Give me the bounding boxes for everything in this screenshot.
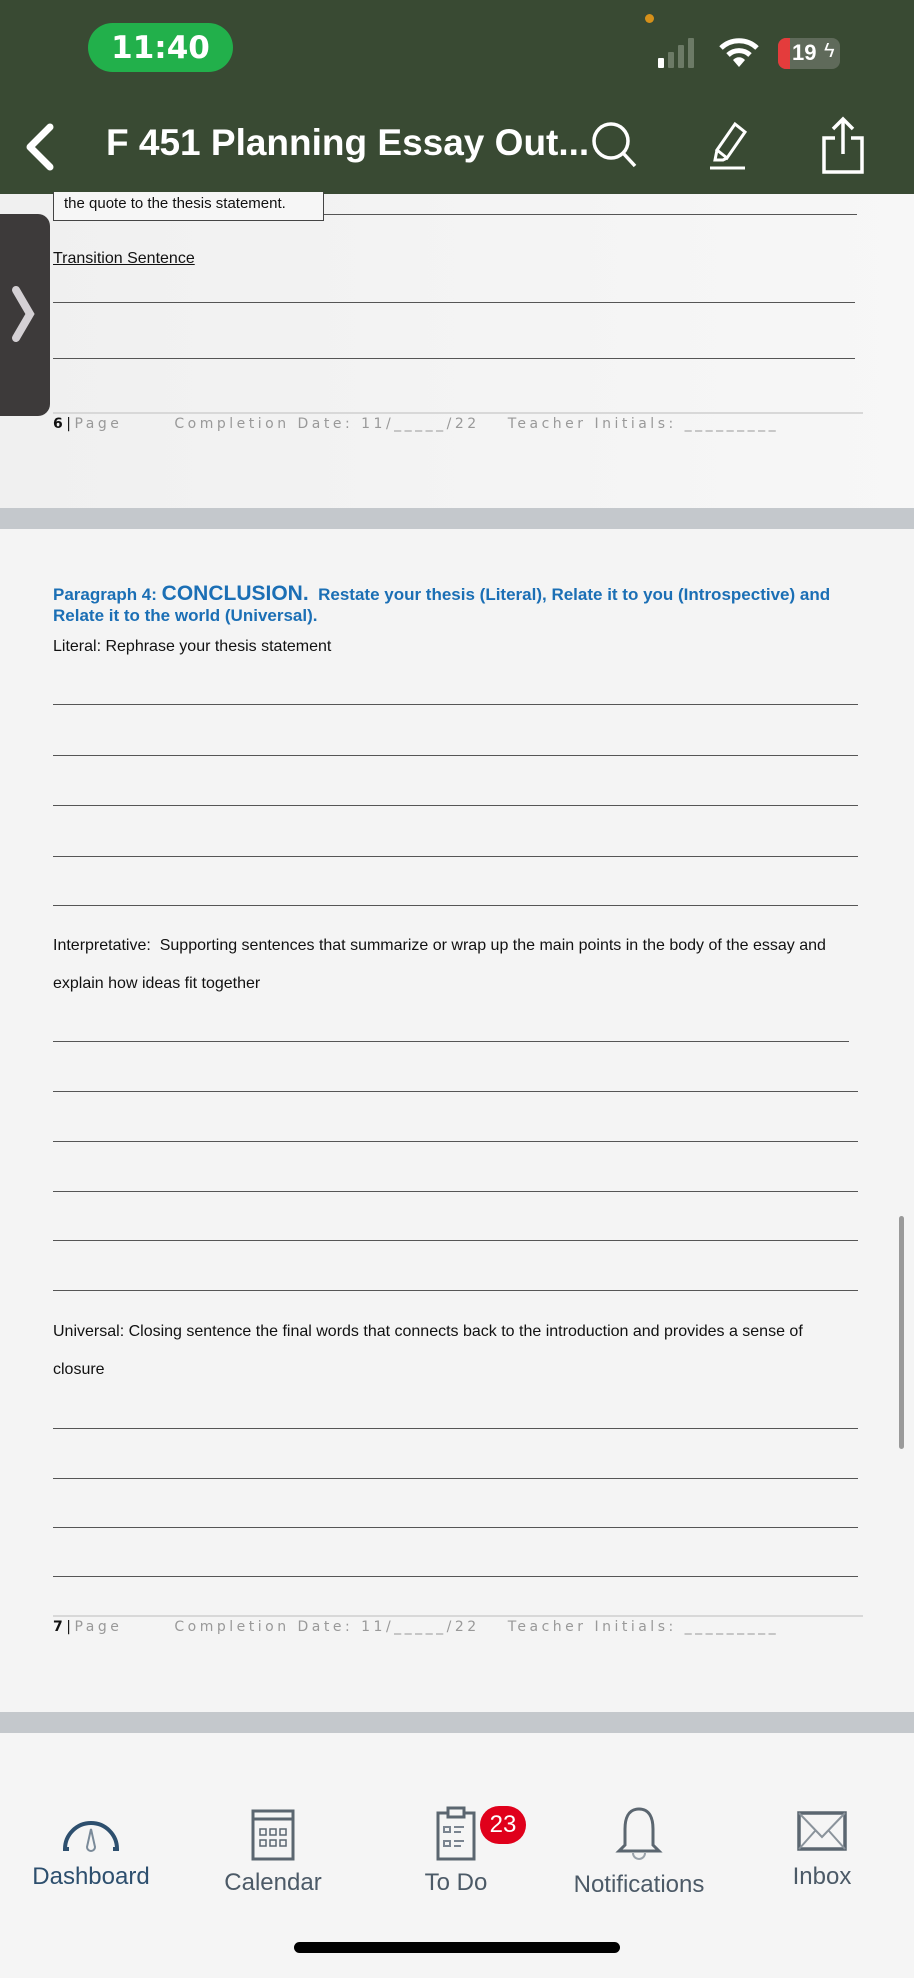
- universal-prompt: Universal: Closing sentence the final words that connects back to the introduction and provides a sense of: [53, 1323, 803, 1340]
- scrollbar[interactable]: [899, 1216, 904, 1449]
- literal-prompt: Literal: Rephrase your thesis statement: [53, 638, 332, 655]
- answer-line: [53, 1141, 858, 1142]
- privacy-indicator: [645, 14, 654, 23]
- answer-line: [53, 1428, 858, 1429]
- page-footer: 7|Page Completion Date: 11/_____/22 Teacher Initials: _________: [53, 1619, 780, 1635]
- interpretative-prompt: Interpretative: Supporting sentences that summarize or wrap up the main points in the body of the essay and: [53, 937, 826, 954]
- search-icon[interactable]: [590, 120, 640, 170]
- answer-line: [53, 1576, 858, 1577]
- paragraph-heading-line2: Relate it to the world (Universal).: [53, 606, 318, 625]
- charging-bolt-icon: ϟ: [824, 40, 835, 62]
- text-box: the quote to the thesis statement.: [53, 192, 324, 221]
- share-icon[interactable]: [818, 116, 868, 176]
- paragraph-heading: Paragraph 4: CONCLUSION. Restate your thesis (Literal), Relate it to you (Introspective) and: [53, 582, 831, 605]
- answer-line: [53, 1478, 858, 1479]
- interpretative-prompt-line2: explain how ideas fit together: [53, 975, 261, 992]
- highlighter-icon[interactable]: [705, 120, 750, 172]
- wifi-icon: [718, 36, 760, 68]
- transition-sentence-label: Transition Sentence: [53, 250, 195, 267]
- answer-line: [53, 905, 858, 906]
- page-footer: 6|Page Completion Date: 11/_____/22 Teacher Initials: _________: [53, 416, 780, 432]
- envelope-icon: [795, 1805, 849, 1855]
- todo-count-badge: 23: [480, 1806, 526, 1844]
- answer-line: [53, 1191, 858, 1192]
- universal-prompt-line2: closure: [53, 1361, 105, 1378]
- side-panel-toggle[interactable]: [0, 214, 50, 416]
- calendar-icon: [248, 1805, 298, 1861]
- footer-divider: [53, 1615, 863, 1617]
- clipboard-icon: [431, 1805, 481, 1861]
- answer-line: [53, 1091, 858, 1092]
- document-page-6: [0, 194, 914, 508]
- answer-line: [53, 755, 858, 756]
- document-page-7: [0, 529, 914, 1712]
- page-separator: [0, 1712, 914, 1733]
- chevron-right-icon: [10, 284, 36, 344]
- answer-line: [53, 704, 858, 705]
- signal-icon: [656, 38, 706, 70]
- nav-notifications[interactable]: Notifications: [554, 1805, 724, 1899]
- answer-line: [324, 214, 857, 215]
- battery-icon: 19 ϟ: [778, 38, 840, 69]
- nav-dashboard[interactable]: Dashboard: [6, 1805, 176, 1891]
- answer-line: [53, 856, 858, 857]
- nav-todo[interactable]: To Do: [371, 1805, 541, 1897]
- bell-icon: [614, 1805, 664, 1863]
- answer-line: [53, 358, 855, 359]
- back-chevron-icon[interactable]: [22, 122, 58, 172]
- status-time: 11:40: [88, 23, 233, 72]
- page-separator: [0, 508, 914, 529]
- nav-calendar[interactable]: Calendar: [188, 1805, 358, 1897]
- answer-line: [53, 1527, 858, 1528]
- dashboard-gauge-icon: [61, 1805, 121, 1855]
- home-indicator[interactable]: [294, 1942, 620, 1953]
- answer-line: [53, 1240, 858, 1241]
- answer-line: [53, 1041, 849, 1042]
- nav-inbox[interactable]: Inbox: [737, 1805, 907, 1891]
- answer-line: [53, 1290, 858, 1291]
- footer-divider: [53, 412, 863, 414]
- answer-line: [53, 805, 858, 806]
- answer-line: [53, 302, 855, 303]
- document-title: F 451 Planning Essay Out...: [106, 122, 590, 163]
